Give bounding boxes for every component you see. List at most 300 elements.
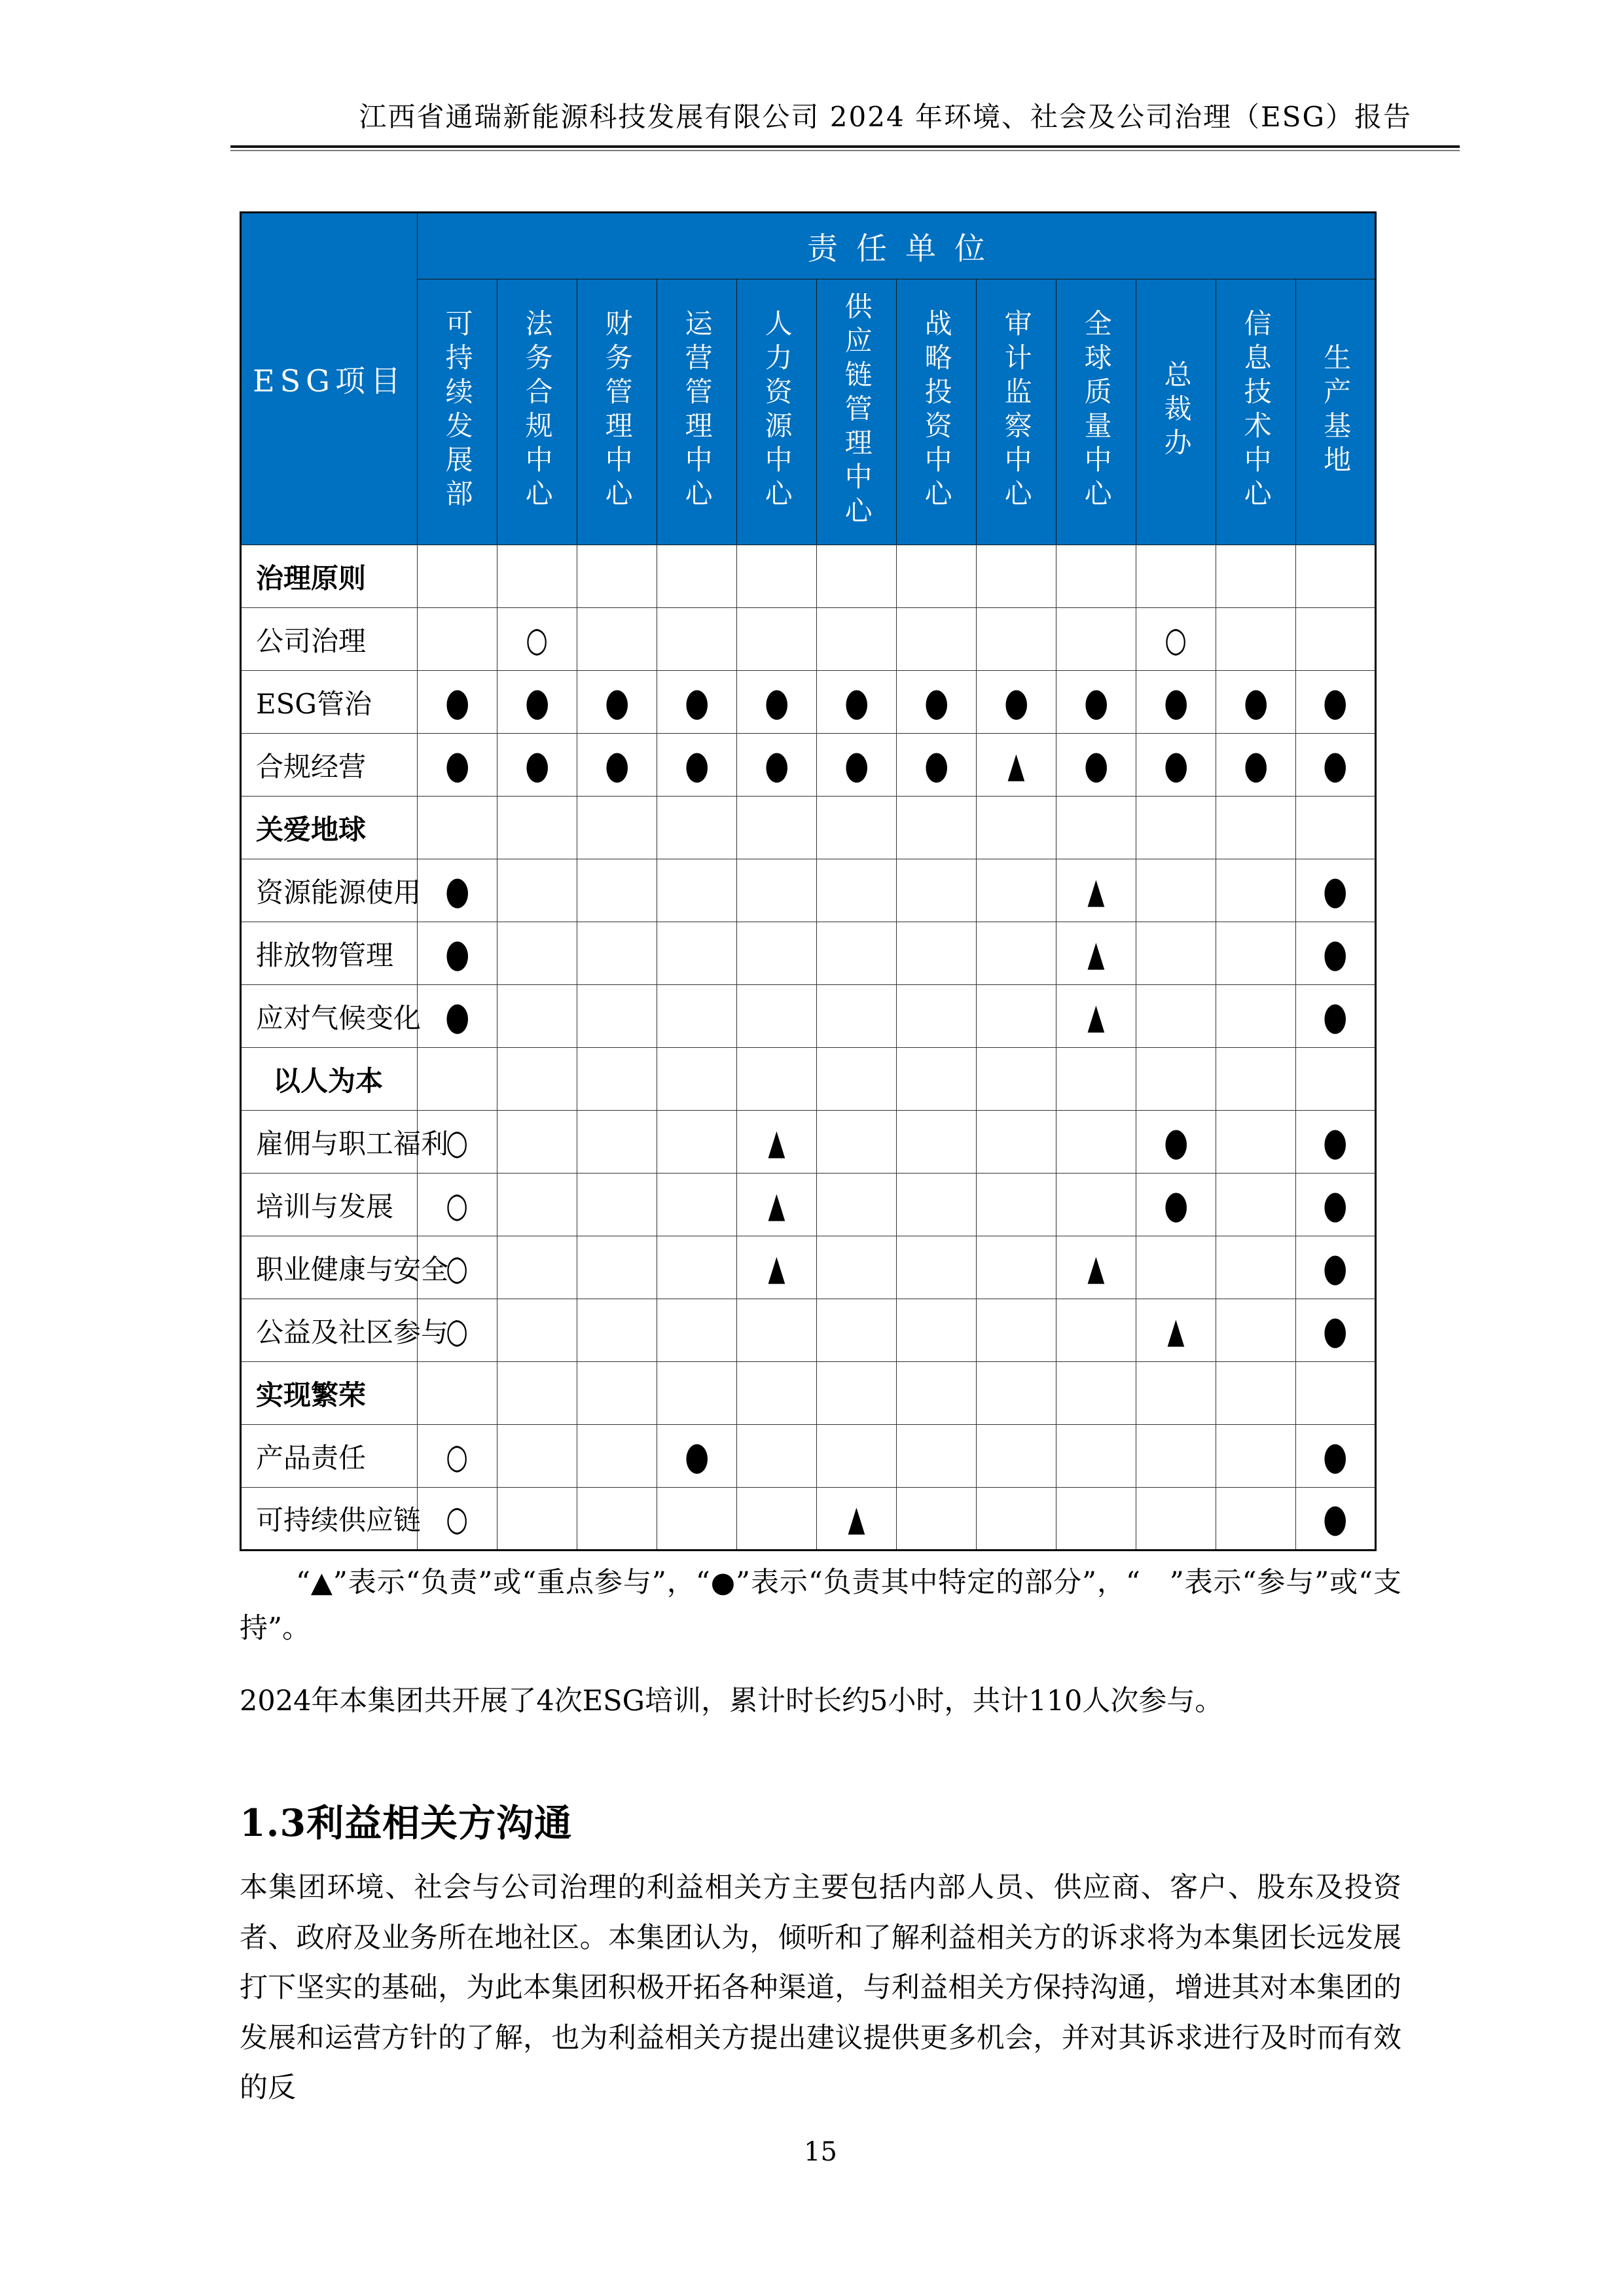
mark-cell xyxy=(1296,1174,1376,1236)
mark-partial: ● xyxy=(604,679,630,725)
mark-cell xyxy=(1296,1362,1376,1425)
mark-cell xyxy=(737,1488,817,1551)
mark-cell xyxy=(897,1299,977,1362)
mark-lead: ▲ xyxy=(1087,870,1105,911)
mark-partial: ● xyxy=(1323,868,1348,913)
table-row xyxy=(241,1236,1376,1299)
column-header-label: 可持续发展部 xyxy=(441,308,474,513)
row-label: 公司治理 xyxy=(241,608,418,671)
mark-cell xyxy=(418,1488,497,1551)
mark-partial: ● xyxy=(924,742,949,787)
mark-cell xyxy=(817,545,897,608)
mark-cell xyxy=(817,1488,897,1551)
mark-partial: ● xyxy=(524,679,550,725)
mark-cell xyxy=(1056,1048,1136,1111)
mark-cell xyxy=(1056,859,1136,922)
mark-cell xyxy=(817,671,897,734)
mark-cell xyxy=(657,1236,737,1299)
table-row xyxy=(241,608,1376,671)
mark-cell xyxy=(1136,922,1216,985)
mark-partial: ● xyxy=(1323,1119,1348,1164)
mark-cell xyxy=(1136,1362,1216,1425)
column-header xyxy=(817,279,897,545)
mark-cell xyxy=(977,1236,1056,1299)
mark-cell xyxy=(1296,1488,1376,1551)
mark-cell xyxy=(817,1299,897,1362)
content-area xyxy=(240,211,1401,2167)
mark-partial: ● xyxy=(1163,679,1189,725)
mark-partial: ● xyxy=(444,679,470,725)
mark-cell xyxy=(977,1174,1056,1236)
mark-cell xyxy=(817,1425,897,1488)
mark-cell xyxy=(418,922,497,985)
mark-cell xyxy=(657,1299,737,1362)
mark-partial: ● xyxy=(1323,1433,1348,1479)
mark-cell xyxy=(1216,1174,1296,1236)
column-header-label: 生产基地 xyxy=(1320,342,1352,479)
mark-cell xyxy=(657,1425,737,1488)
mark-partial: ● xyxy=(764,742,789,787)
mark-cell xyxy=(977,545,1056,608)
row-label: 产品责任 xyxy=(241,1425,418,1488)
mark-cell xyxy=(1296,608,1376,671)
mark-partial: ● xyxy=(1163,1182,1189,1227)
mark-cell xyxy=(1136,1111,1216,1174)
mark-cell xyxy=(577,797,657,859)
section-heading: 1.3利益相关方沟通 xyxy=(240,1801,573,1846)
mark-cell xyxy=(577,734,657,797)
row-label: 排放物管理 xyxy=(241,922,418,985)
mark-cell xyxy=(977,1048,1056,1111)
mark-cell xyxy=(737,1048,817,1111)
mark-cell xyxy=(1216,922,1296,985)
mark-cell xyxy=(737,671,817,734)
mark-cell xyxy=(737,1425,817,1488)
mark-lead: ▲ xyxy=(768,1121,785,1162)
mark-support: ○ xyxy=(446,1498,469,1539)
mark-cell xyxy=(1056,922,1136,985)
mark-partial: ● xyxy=(684,742,710,787)
table-head xyxy=(241,213,1376,545)
mark-cell xyxy=(1296,985,1376,1048)
mark-cell xyxy=(1216,734,1296,797)
mark-partial: ● xyxy=(924,679,949,725)
mark-cell xyxy=(897,545,977,608)
mark-cell xyxy=(577,671,657,734)
mark-cell xyxy=(657,985,737,1048)
header-title: 江西省通瑞新能源科技发展有限公司 2024 年环境、社会及公司治理（ESG）报告 xyxy=(359,101,1412,133)
header-rule xyxy=(230,145,1460,148)
mark-partial: ● xyxy=(1003,679,1029,725)
mark-cell xyxy=(577,608,657,671)
esg-responsibility-table xyxy=(240,211,1377,1551)
mark-cell xyxy=(977,734,1056,797)
mark-cell xyxy=(657,1488,737,1551)
mark-cell xyxy=(1296,797,1376,859)
mark-cell xyxy=(737,797,817,859)
table-row xyxy=(241,1362,1376,1425)
mark-cell xyxy=(737,608,817,671)
mark-cell xyxy=(977,1111,1056,1174)
mark-cell xyxy=(1296,859,1376,922)
mark-partial: ● xyxy=(764,679,789,725)
column-header xyxy=(1136,279,1216,545)
mark-lead: ▲ xyxy=(1087,1247,1105,1288)
mark-cell xyxy=(1136,797,1216,859)
mark-cell xyxy=(1216,1299,1296,1362)
mark-cell xyxy=(1216,1425,1296,1488)
row-label: ESG管治 xyxy=(241,671,418,734)
mark-partial: ● xyxy=(1083,679,1109,725)
mark-cell xyxy=(577,1488,657,1551)
mark-cell xyxy=(1056,1236,1136,1299)
table-row xyxy=(241,1488,1376,1551)
mark-cell xyxy=(1136,1174,1216,1236)
mark-cell xyxy=(657,608,737,671)
mark-cell xyxy=(1056,1425,1136,1488)
corner-cell: ESG项目 xyxy=(241,213,418,545)
document-header xyxy=(0,0,1624,151)
mark-cell xyxy=(1056,1174,1136,1236)
mark-cell xyxy=(1056,1488,1136,1551)
column-header xyxy=(657,279,737,545)
mark-cell xyxy=(817,734,897,797)
mark-cell xyxy=(577,1425,657,1488)
mark-cell xyxy=(1136,1488,1216,1551)
mark-cell xyxy=(817,797,897,859)
mark-cell xyxy=(817,859,897,922)
row-label: 可持续供应链 xyxy=(241,1488,418,1551)
mark-cell xyxy=(897,1362,977,1425)
mark-cell xyxy=(418,1425,497,1488)
mark-cell xyxy=(1136,734,1216,797)
mark-partial: ● xyxy=(1243,679,1269,725)
column-header xyxy=(1056,279,1136,545)
mark-cell xyxy=(737,1362,817,1425)
mark-cell xyxy=(1136,1236,1216,1299)
mark-partial: ● xyxy=(1323,1245,1348,1290)
page-number: 15 xyxy=(804,2136,837,2167)
column-header-label: 审计监察中心 xyxy=(1000,308,1033,513)
mark-cell xyxy=(897,859,977,922)
mark-cell xyxy=(418,985,497,1048)
column-header-label: 供应链管理中心 xyxy=(840,291,873,530)
mark-partial: ● xyxy=(444,994,470,1039)
mark-support: ○ xyxy=(446,1310,469,1351)
mark-cell xyxy=(418,797,497,859)
legend-text: “▲”表示“负责”或“重点参与”，“●”表示“负责其中特定的部分”，“ ”表示“参与”或“支持”。 xyxy=(240,1566,1401,1645)
row-label: 合规经营 xyxy=(241,734,418,797)
row-label: 职业健康与安全 xyxy=(241,1236,418,1299)
mark-cell xyxy=(977,671,1056,734)
mark-cell xyxy=(897,608,977,671)
mark-cell xyxy=(817,1362,897,1425)
mark-cell xyxy=(497,1362,577,1425)
mark-cell xyxy=(1056,734,1136,797)
mark-partial: ● xyxy=(1243,742,1269,787)
mark-cell xyxy=(577,985,657,1048)
mark-cell xyxy=(657,797,737,859)
mark-cell xyxy=(577,1299,657,1362)
row-label: 应对气候变化 xyxy=(241,985,418,1048)
table-row xyxy=(241,671,1376,734)
mark-partial: ● xyxy=(524,742,550,787)
mark-cell xyxy=(657,1362,737,1425)
mark-cell xyxy=(497,671,577,734)
mark-cell xyxy=(418,734,497,797)
mark-cell xyxy=(1296,734,1376,797)
column-header xyxy=(577,279,657,545)
mark-cell xyxy=(977,1488,1056,1551)
mark-partial: ● xyxy=(444,868,470,913)
mark-cell xyxy=(1136,1425,1216,1488)
mark-partial: ● xyxy=(444,742,470,787)
mark-cell xyxy=(657,545,737,608)
column-header-label: 总裁办 xyxy=(1160,359,1193,462)
table-row xyxy=(241,545,1376,608)
mark-cell xyxy=(497,1299,577,1362)
column-header-label: 运营管理中心 xyxy=(681,308,713,513)
mark-cell xyxy=(497,1425,577,1488)
mark-lead: ▲ xyxy=(848,1498,865,1539)
mark-cell xyxy=(1296,1236,1376,1299)
mark-cell xyxy=(1296,1425,1376,1488)
row-label: 治理原则 xyxy=(241,545,418,608)
mark-partial: ● xyxy=(684,1433,710,1479)
mark-cell xyxy=(418,671,497,734)
column-header xyxy=(897,279,977,545)
mark-cell xyxy=(418,1174,497,1236)
mark-partial: ● xyxy=(844,742,869,787)
mark-partial: ● xyxy=(1163,742,1189,787)
mark-cell xyxy=(897,1425,977,1488)
mark-cell xyxy=(1296,671,1376,734)
table-row xyxy=(241,1299,1376,1362)
mark-cell xyxy=(737,922,817,985)
mark-cell xyxy=(1216,671,1296,734)
mark-cell xyxy=(577,1174,657,1236)
mark-cell xyxy=(817,985,897,1048)
column-header-label: 财务管理中心 xyxy=(601,308,634,513)
column-header-label: 法务合规中心 xyxy=(521,308,554,513)
mark-cell xyxy=(1296,922,1376,985)
header-rule-thin xyxy=(230,150,1460,151)
mark-cell xyxy=(897,922,977,985)
mark-cell xyxy=(977,797,1056,859)
mark-cell xyxy=(1056,671,1136,734)
mark-cell xyxy=(897,797,977,859)
mark-cell xyxy=(817,922,897,985)
mark-cell xyxy=(817,608,897,671)
mark-cell xyxy=(497,545,577,608)
mark-cell xyxy=(657,1174,737,1236)
mark-cell xyxy=(497,797,577,859)
mark-partial: ● xyxy=(844,679,869,725)
mark-cell xyxy=(577,922,657,985)
mark-cell xyxy=(1216,608,1296,671)
mark-cell xyxy=(977,1425,1056,1488)
table-row xyxy=(241,1425,1376,1488)
column-header xyxy=(1216,279,1296,545)
column-header-label: 全球质量中心 xyxy=(1080,308,1113,513)
row-label: 关爱地球 xyxy=(241,797,418,859)
mark-partial: ● xyxy=(1083,742,1109,787)
mark-partial: ● xyxy=(1323,1308,1348,1353)
mark-cell xyxy=(737,985,817,1048)
mark-cell xyxy=(737,734,817,797)
mark-cell xyxy=(1136,671,1216,734)
mark-cell xyxy=(1216,985,1296,1048)
mark-cell xyxy=(657,1048,737,1111)
mark-partial: ● xyxy=(1323,931,1348,976)
mark-cell xyxy=(897,734,977,797)
mark-cell xyxy=(577,1236,657,1299)
mark-cell xyxy=(977,859,1056,922)
mark-cell xyxy=(737,1299,817,1362)
mark-cell xyxy=(1056,545,1136,608)
mark-cell xyxy=(817,1111,897,1174)
table-row xyxy=(241,734,1376,797)
row-label: 以人为本 xyxy=(241,1048,418,1111)
mark-cell xyxy=(577,859,657,922)
mark-lead: ▲ xyxy=(1087,933,1105,974)
table-row xyxy=(241,797,1376,859)
mark-partial: ● xyxy=(604,742,630,787)
mark-cell xyxy=(657,671,737,734)
mark-cell xyxy=(817,1236,897,1299)
mark-lead: ▲ xyxy=(768,1184,785,1225)
mark-cell xyxy=(418,1362,497,1425)
mark-cell xyxy=(1136,1048,1216,1111)
table-row xyxy=(241,859,1376,922)
mark-cell xyxy=(497,1048,577,1111)
mark-partial: ● xyxy=(1163,1119,1189,1164)
mark-cell xyxy=(1216,1362,1296,1425)
mark-cell xyxy=(1216,1236,1296,1299)
row-label: 实现繁荣 xyxy=(241,1362,418,1425)
training-note: 2024年本集团共开展了4次ESG培训，累计时长约5小时，共计110人次参与。 xyxy=(240,1685,1223,1718)
mark-support: ○ xyxy=(526,619,549,660)
column-header xyxy=(418,279,497,545)
mark-partial: ● xyxy=(444,931,470,976)
mark-cell xyxy=(1056,797,1136,859)
mark-cell xyxy=(418,608,497,671)
mark-cell xyxy=(1136,545,1216,608)
row-label: 资源能源使用 xyxy=(241,859,418,922)
mark-cell xyxy=(497,608,577,671)
mark-cell xyxy=(1216,797,1296,859)
mark-cell xyxy=(1296,545,1376,608)
mark-cell xyxy=(897,1236,977,1299)
mark-cell xyxy=(1296,1048,1376,1111)
mark-cell xyxy=(1296,1111,1376,1174)
mark-lead: ▲ xyxy=(768,1247,785,1288)
mark-cell xyxy=(977,985,1056,1048)
mark-cell xyxy=(1216,1111,1296,1174)
mark-cell xyxy=(1056,1362,1136,1425)
table-row xyxy=(241,985,1376,1048)
mark-cell xyxy=(897,985,977,1048)
mark-support: ○ xyxy=(446,1184,469,1225)
mark-partial: ● xyxy=(1323,1182,1348,1227)
mark-cell xyxy=(977,922,1056,985)
column-header-label: 战略投资中心 xyxy=(920,308,953,513)
mark-cell xyxy=(657,1111,737,1174)
mark-support: ○ xyxy=(1164,619,1187,660)
column-header xyxy=(1296,279,1376,545)
mark-lead: ▲ xyxy=(1167,1310,1185,1351)
mark-cell xyxy=(577,1111,657,1174)
mark-cell xyxy=(497,985,577,1048)
row-label: 雇佣与职工福利 xyxy=(241,1111,418,1174)
table-row xyxy=(241,922,1376,985)
mark-cell xyxy=(497,1488,577,1551)
mark-cell xyxy=(577,545,657,608)
mark-cell xyxy=(817,1048,897,1111)
mark-cell xyxy=(657,734,737,797)
mark-support: ○ xyxy=(446,1247,469,1288)
mark-cell xyxy=(737,545,817,608)
mark-cell xyxy=(657,859,737,922)
column-header xyxy=(737,279,817,545)
mark-cell xyxy=(418,545,497,608)
mark-support: ○ xyxy=(446,1435,469,1477)
body-paragraph: 本集团环境、社会与公司治理的利益相关方主要包括内部人员、供应商、客户、股东及投资者、政府及业务所在地社区。本集团认为，倾听和了解利益相关方的诉求将为本集团长远发展打下坚实的基础，为此本集团积极开拓各种渠道，与利益相关方保持沟通，增进其对本集团的发展和运营方针的了解，也为利益相关方提出建议提供更多机会，并对其诉求进行及时而有效的反 xyxy=(240,1871,1401,2105)
mark-lead: ▲ xyxy=(1007,744,1025,785)
row-label: 培训与发展 xyxy=(241,1174,418,1236)
table-row xyxy=(241,1048,1376,1111)
group-header-cell: 责任单位 xyxy=(418,213,1376,279)
mark-cell xyxy=(1216,545,1296,608)
mark-cell xyxy=(977,608,1056,671)
mark-cell xyxy=(1296,1299,1376,1362)
mark-cell xyxy=(737,1111,817,1174)
mark-support: ○ xyxy=(446,1121,469,1162)
row-label: 公益及社区参与 xyxy=(241,1299,418,1362)
mark-cell xyxy=(1056,1111,1136,1174)
mark-cell xyxy=(1136,985,1216,1048)
mark-cell xyxy=(418,859,497,922)
mark-lead: ▲ xyxy=(1087,996,1105,1037)
mark-cell xyxy=(1136,1299,1216,1362)
mark-cell xyxy=(1216,1048,1296,1111)
mark-cell xyxy=(977,1299,1056,1362)
mark-partial: ● xyxy=(684,679,710,725)
mark-cell xyxy=(1216,1488,1296,1551)
mark-cell xyxy=(1136,859,1216,922)
mark-partial: ● xyxy=(1323,1496,1348,1541)
mark-cell xyxy=(418,1048,497,1111)
mark-cell xyxy=(657,922,737,985)
mark-cell xyxy=(577,1362,657,1425)
header-row-group xyxy=(241,213,1376,279)
mark-partial: ● xyxy=(1323,742,1348,787)
mark-cell xyxy=(897,1048,977,1111)
mark-cell xyxy=(1136,608,1216,671)
mark-cell xyxy=(497,1174,577,1236)
mark-cell xyxy=(497,1236,577,1299)
mark-cell xyxy=(497,1111,577,1174)
mark-cell xyxy=(497,734,577,797)
mark-partial: ● xyxy=(1323,994,1348,1039)
mark-cell xyxy=(1216,859,1296,922)
table-body xyxy=(241,545,1376,1551)
mark-cell xyxy=(897,1174,977,1236)
mark-cell xyxy=(737,1174,817,1236)
column-header-label: 信息技术中心 xyxy=(1240,308,1272,513)
mark-cell xyxy=(577,1048,657,1111)
mark-cell xyxy=(1056,1299,1136,1362)
